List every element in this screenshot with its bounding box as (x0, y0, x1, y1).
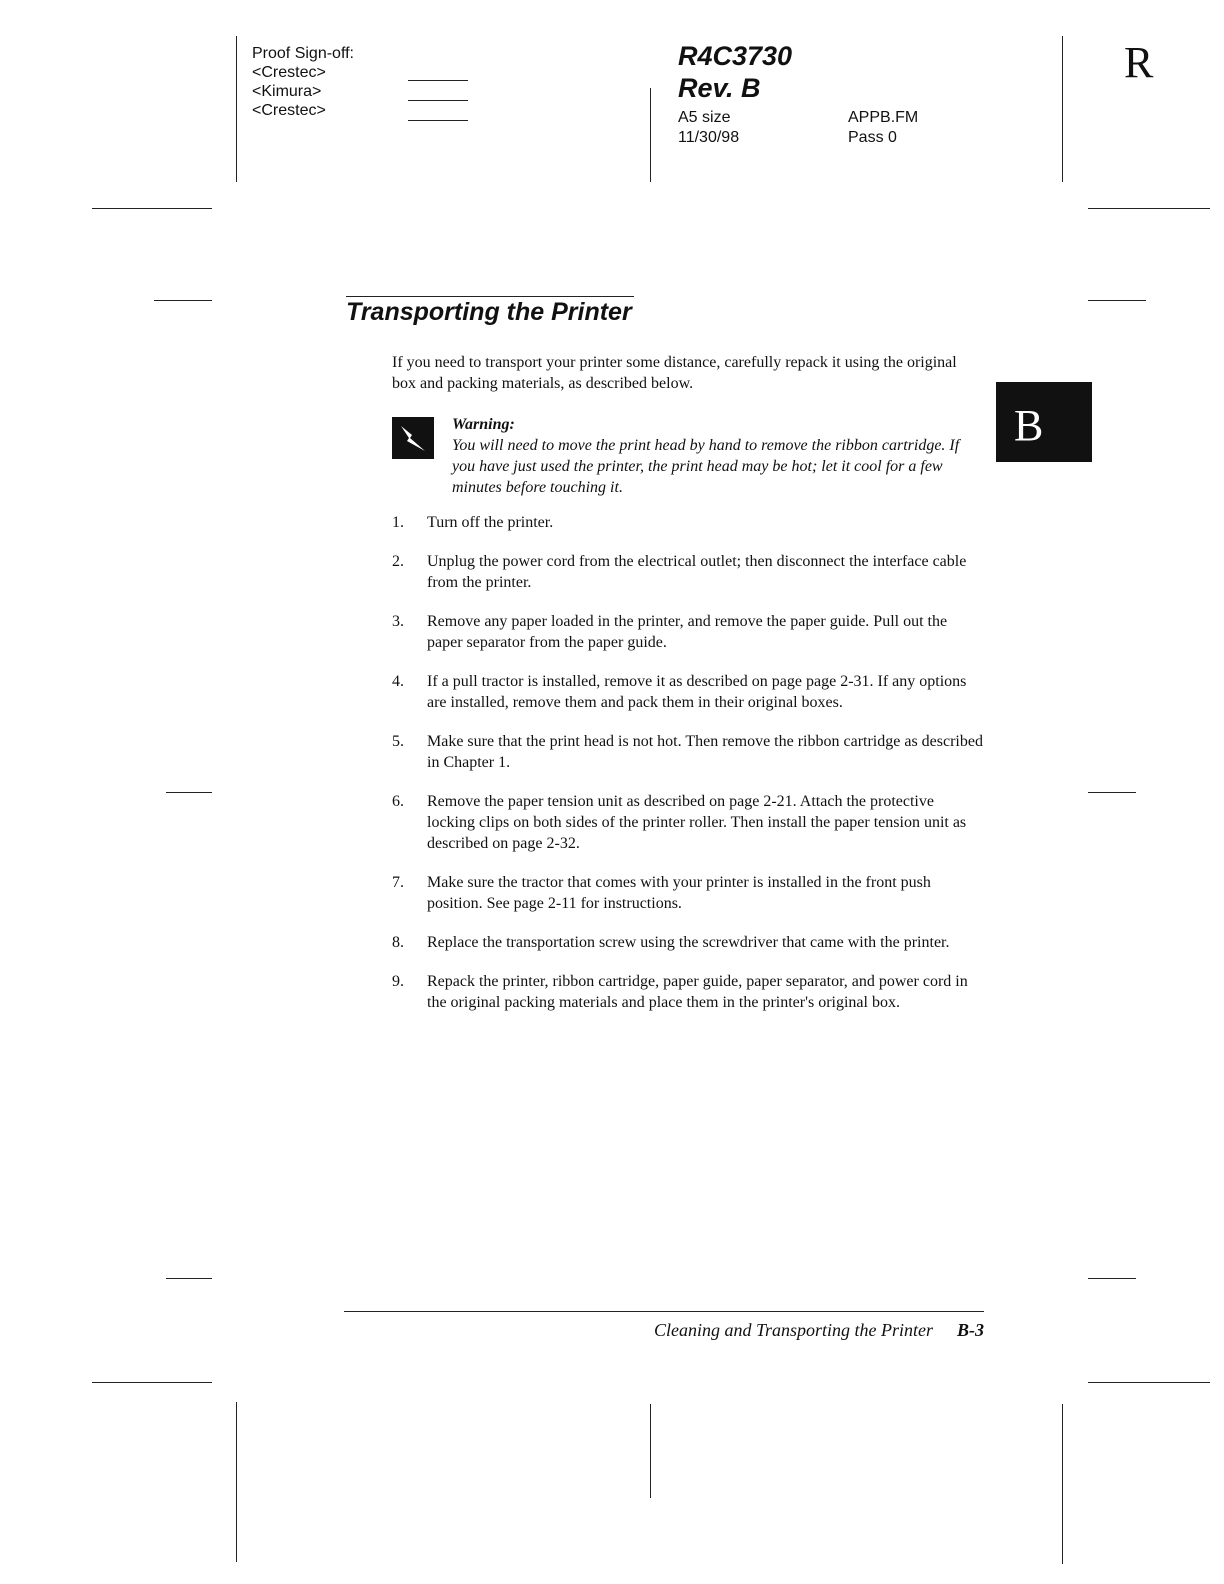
main-content (392, 352, 984, 1031)
steps-list (392, 512, 984, 1013)
footer-rule (344, 1311, 984, 1312)
crop-mark (1062, 1404, 1063, 1564)
step-number: 8. (392, 934, 404, 951)
crop-mark (1088, 300, 1146, 301)
meta-right (848, 108, 918, 148)
list-item (392, 872, 984, 914)
list-item (392, 731, 984, 773)
step-text: Make sure the tractor that comes with your printer is installed in the front push position. See page 2-11 for instructions. (427, 874, 931, 912)
crop-mark (1088, 792, 1136, 793)
crop-mark (236, 1402, 237, 1562)
step-number: 1. (392, 514, 404, 531)
step-text: Remove any paper loaded in the printer, and remove the paper guide. Pull out the paper separator from the paper guide. (427, 613, 948, 651)
crop-mark (236, 36, 237, 182)
step-number: 6. (392, 793, 404, 810)
step-number: 3. (392, 613, 404, 630)
crop-mark (1088, 1278, 1136, 1279)
step-text: Remove the paper tension unit as described on page 2-21. Attach the protective locking clips on both sides of the printer roller. Then install the paper tension unit as described on page 2-32. (427, 793, 967, 852)
signoff-name: <Crestec> (252, 102, 326, 119)
signature-line (408, 120, 468, 121)
step-number: 5. (392, 733, 404, 750)
step-number: 7. (392, 874, 404, 891)
crop-mark (650, 88, 651, 182)
step-number: 9. (392, 973, 404, 990)
page-footer (560, 1320, 984, 1341)
warning-icon (392, 417, 434, 459)
warning-text: You will need to move the print head by hand to remove the ribbon cartridge. If you have just used the printer, the print head may be hot; let it cool for a few minutes before touching it. (452, 437, 960, 496)
list-item (392, 611, 984, 653)
page-number: B-3 (957, 1320, 984, 1340)
doc-header (678, 40, 792, 104)
step-text: Replace the transportation screw using the screwdriver that came with the printer. (427, 934, 950, 951)
warning-box (392, 414, 984, 498)
step-text: Unplug the power cord from the electrical outlet; then disconnect the interface cable from the printer. (427, 553, 967, 591)
crop-mark (92, 1382, 212, 1383)
title-rule (346, 296, 634, 297)
list-item (392, 551, 984, 593)
list-item (392, 932, 984, 953)
list-item (392, 791, 984, 854)
pass-number: Pass 0 (848, 129, 897, 146)
chapter-tab: B (996, 382, 1092, 462)
step-number: 4. (392, 673, 404, 690)
crop-mark (166, 1278, 212, 1279)
file-name: APPB.FM (848, 109, 919, 126)
crop-mark (650, 1404, 651, 1498)
step-text: Make sure that the print head is not hot. Then remove the ribbon cartridge as described in Chapter 1. (427, 733, 983, 771)
signoff-name: <Kimura> (252, 83, 322, 100)
crop-mark (154, 300, 212, 301)
crop-mark (1088, 1382, 1210, 1383)
crop-mark (1088, 208, 1210, 209)
list-item (392, 971, 984, 1013)
meta-left (678, 108, 739, 148)
step-number: 2. (392, 553, 404, 570)
warning-title: Warning: (452, 416, 515, 433)
intro-paragraph: If you need to transport your printer some distance, carefully repack it using the original box and packing materials, as described below. (392, 354, 957, 392)
page-size: A5 size (678, 109, 731, 126)
step-text: Turn off the printer. (427, 514, 554, 531)
revision: Rev. B (678, 73, 761, 103)
step-text: Repack the printer, ribbon cartridge, paper guide, paper separator, and power cord in the original packing materials and place them in the printer's original box. (427, 973, 968, 1011)
crop-mark (1062, 36, 1063, 182)
doc-code: R4C3730 (678, 41, 793, 71)
crop-mark (166, 792, 212, 793)
crop-mark (92, 208, 212, 209)
step-text: If a pull tractor is installed, remove it as described on page page 2-31. If any options are installed, remove them and pack them in their original boxes. (427, 673, 967, 711)
doc-date: 11/30/98 (678, 129, 740, 146)
list-item (392, 671, 984, 713)
proof-signoff (252, 44, 354, 120)
signoff-name: <Crestec> (252, 64, 326, 81)
footer-chapter: Cleaning and Transporting the Printer (653, 1320, 933, 1340)
corner-letter: R (1124, 38, 1154, 87)
section-title: Transporting the Printer (346, 298, 632, 326)
signature-line (408, 100, 468, 101)
list-item (392, 512, 984, 533)
signature-line (408, 80, 468, 81)
proof-label: Proof Sign-off: (252, 45, 354, 62)
